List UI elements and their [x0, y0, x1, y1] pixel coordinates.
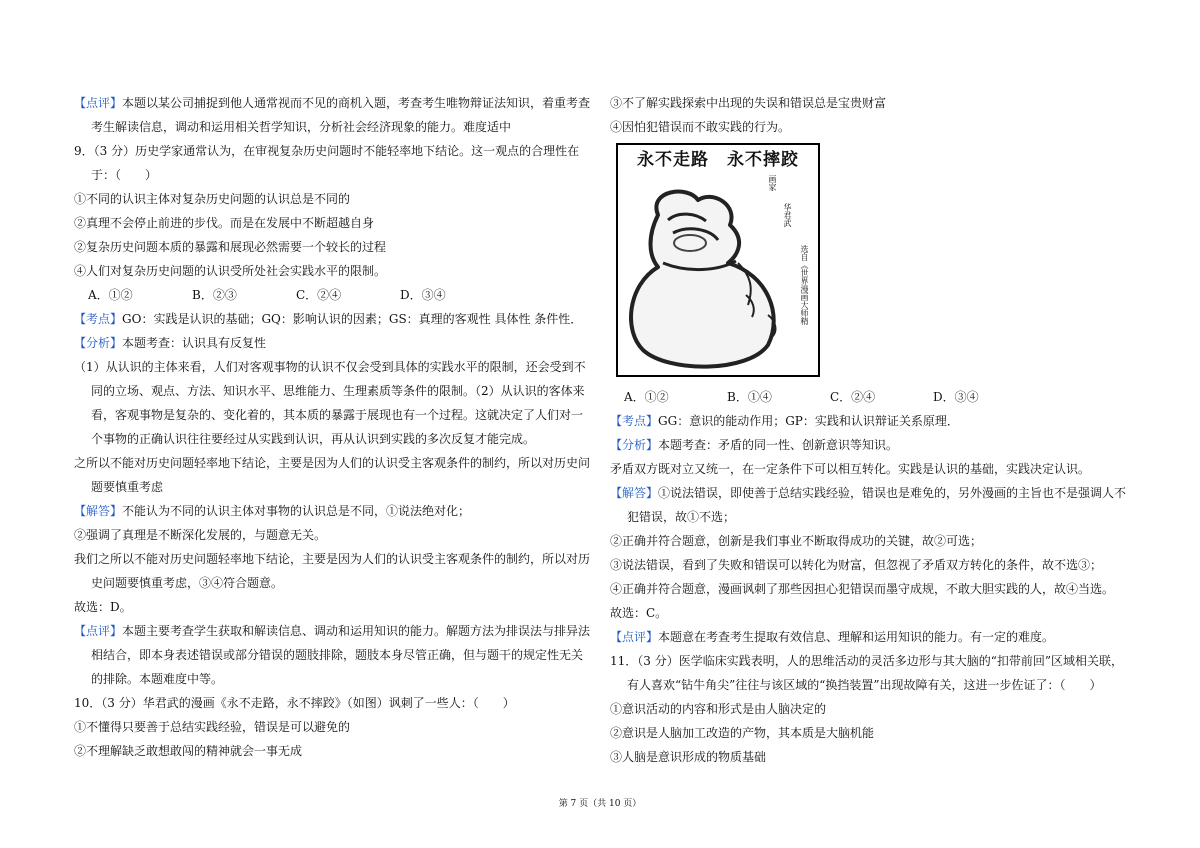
comment-tag: 【点评】 — [74, 624, 123, 638]
q10-choice: 故选：C。 — [610, 606, 668, 620]
q10-statement: ①不懂得只要善于总结实践经验，错误是可以避免的 — [74, 720, 351, 734]
comment-line: 【点评】本题以某公司捕捉到他人通常视而不见的商机入题，考查考生唯物辩证法知识，着重考查 — [74, 96, 591, 110]
cartoon-image — [616, 143, 820, 377]
q9-analysis: 个事物的正确认识往往要经过从实践到认识，再从认识到实践的多次反复才能完成。 — [91, 432, 536, 446]
q9-analysis: 题要慎重考虑 — [91, 480, 164, 494]
right-column — [610, 91, 1130, 769]
comment-line: 考生解读信息，调动和运用相关哲学知识，分析社会经济现象的能力。难度适中 — [91, 120, 512, 134]
q9-answer: 史问题要慎重考虑，③④符合题意。 — [91, 576, 284, 590]
q9-fenxi: 【分析】本题考查：认识具有反复性 — [74, 336, 267, 350]
q10-answer: ②正确并符合题意，创新是我们事业不断取得成功的关键，故②可选； — [610, 534, 983, 548]
q10-kaodian: 【考点】GG：意识的能动作用；GP：实践和认识辩证关系原理． — [610, 414, 959, 428]
cartoon-source: 选自《世界漫画大师精 — [800, 245, 809, 325]
q9-dianping: 【点评】本题主要考查学生获取和解读信息、调动和运用知识的能力。解题方法为排误法与排异法 — [74, 624, 591, 638]
q9-statement: ①不同的认识主体对复杂历史问题的认识总是不同的 — [74, 192, 351, 206]
kaodian-tag: 【考点】 — [610, 414, 659, 428]
q10-statement: ③不了解实践探索中出现的失误和错误总是宝贵财富 — [610, 96, 887, 110]
q9-analysis: （1）从认识的主体来看，人们对客观事物的认识不仅会受到具体的实践水平的限制，还会受到不 — [74, 360, 586, 374]
q9-option-d: D．③④ — [400, 288, 446, 302]
q9-answer: 我们之所以不能对历史问题轻率地下结论，主要是因为人们的认识受主客观条件的制约，所以对历 — [74, 552, 591, 566]
q9-options — [74, 283, 594, 307]
q10-fenxi: 【分析】本题考查：矛盾的同一性、创新意识等知识。 — [610, 438, 899, 452]
q10-jieda: 【解答】①说法错误，即使善于总结实践经验，错误也是难免的，另外漫画的主旨也不是强调人不 — [610, 486, 1127, 500]
left-column — [74, 91, 594, 763]
kaodian-tag: 【考点】 — [74, 312, 123, 326]
jieda-tag: 【解答】 — [610, 486, 659, 500]
q9-kaodian: 【考点】GO：实践是认识的基础；GQ：影响认识的因素；GS：真理的客观性 具体性 条件性． — [74, 312, 583, 326]
q10-option-c: C．②④ — [830, 390, 876, 404]
fenxi-tag: 【分析】 — [74, 336, 123, 350]
page-footer: 第 7 页（共 10 页） — [558, 799, 642, 809]
q11-statement: ③人脑是意识形成的物质基础 — [610, 750, 767, 764]
q9-jieda: 【解答】不能认为不同的认识主体对事物的认识总是不同，①说法绝对化； — [74, 504, 471, 518]
q10-answer: ④正确并符合题意，漫画讽刺了那些因担心犯错误而墨守成规，不敢大胆实践的人，故④当选。 — [610, 582, 1115, 596]
q10-statement: ④因怕犯错误而不敢实践的行为。 — [610, 120, 791, 134]
cartoon-signature: 华君武 — [783, 203, 792, 227]
q9-dianping: 的排除。本题难度中等。 — [91, 672, 224, 686]
q9-statement: ②真理不会停止前进的步伐。而是在发展中不断超越自身 — [74, 216, 375, 230]
q11-statement: ②意识是人脑加工改造的产物，其本质是大脑机能 — [610, 726, 875, 740]
q10-stem: 10．（3 分）华君武的漫画《永不走路，永不摔跤》（如图）讽刺了一些人：（ ） — [74, 696, 515, 710]
q10-analysis: 矛盾双方既对立又统一，在一定条件下可以相互转化。实践是认识的基础，实践决定认识。 — [610, 462, 1091, 476]
jieda-tag: 【解答】 — [74, 504, 123, 518]
q9-analysis: 之所以不能对历史问题轻率地下结论，主要是因为人们的认识受主客观条件的制约，所以对历史问 — [74, 456, 591, 470]
q9-analysis: 同的立场、观点、方法、知识水平、思维能力、生理素质等条件的限制。（2）从认识的客体来 — [91, 384, 585, 398]
q9-analysis: 看，客观事物是复杂的、变化着的，其本质的暴露于展现也有一个过程。这就决定了人们对一 — [91, 408, 584, 422]
q9-option-b: B．②③ — [192, 288, 237, 302]
comment-tag: 【点评】 — [74, 96, 123, 110]
q9-answer: ②强调了真理是不断深化发展的，与题意无关。 — [74, 528, 327, 542]
q9-choice: 故选：D。 — [74, 600, 132, 614]
q9-option-c: C．②④ — [296, 288, 342, 302]
q11-statement: ①意识活动的内容和形式是由人脑决定的 — [610, 702, 827, 716]
q9-dianping: 相结合，即本身表述错误或部分错误的题肢排除，题肢本身尽管正确，但与题干的规定性无关 — [91, 648, 584, 662]
q9-statement: ②复杂历史问题本质的暴露和展现必然需要一个较长的过程 — [74, 240, 387, 254]
q10-option-b: B．①④ — [727, 390, 772, 404]
q11-stem: 11．（3 分）医学临床实践表明，人的思维活动的灵活多边形与其大脑的“扣带前回”区域相关联， — [610, 654, 1123, 668]
cartoon-signature: 画家 — [768, 175, 777, 191]
q10-options — [610, 385, 1130, 409]
fenxi-tag: 【分析】 — [610, 438, 659, 452]
q9-stem: 于：（ ） — [91, 168, 158, 182]
q9-option-a: A．①② — [88, 288, 133, 302]
q9-statement: ④人们对复杂历史问题的认识受所处社会实践水平的限制。 — [74, 264, 387, 278]
q10-answer: ③说法错误，看到了失败和错误可以转化为财富，但忽视了矛盾双方转化的条件，故不选③； — [610, 558, 1103, 572]
q10-dianping: 【点评】本题意在考查考生提取有效信息、理解和运用知识的能力。有一定的难度。 — [610, 630, 1055, 644]
q10-option-a: A．①② — [624, 390, 669, 404]
q10-option-d: D．③④ — [933, 390, 979, 404]
q10-statement: ②不理解缺乏敢想敢闯的精神就会一事无成 — [74, 744, 303, 758]
cartoon-drawing — [618, 145, 818, 375]
comment-tag: 【点评】 — [610, 630, 659, 644]
q9-stem: 9．（3 分）历史学家通常认为，在审视复杂历史问题时不能轻率地下结论。这一观点的合理性在 — [74, 144, 580, 158]
q11-stem: 有人喜欢“钻牛角尖”往往与该区域的“换挡装置”出现故障有关，这进一步佐证了：（ ） — [627, 678, 1102, 692]
cartoon-title: 永不走路 永不摔跤 — [637, 150, 799, 170]
q10-answer: 犯错误，故①不选； — [627, 510, 736, 524]
